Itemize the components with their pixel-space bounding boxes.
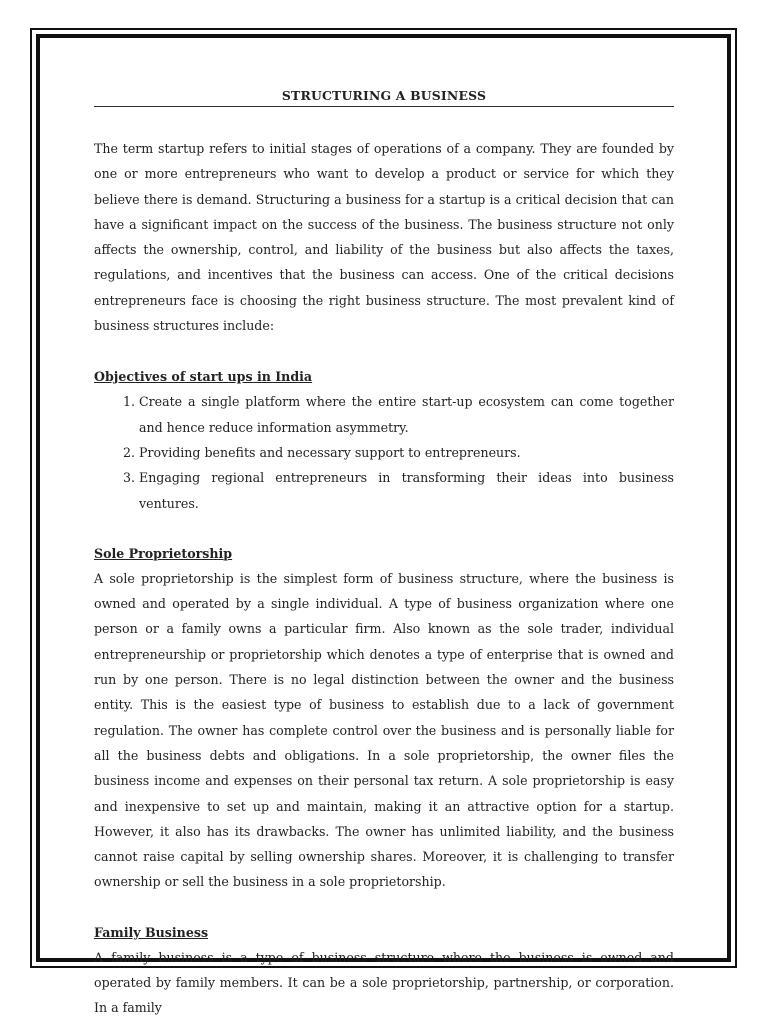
objective-item-1: 1. Create a single platform where the entire start-up ecosystem can come together and hence reduce information asymmetry. [139, 389, 674, 440]
document-title: STRUCTURING A BUSINESS [94, 86, 674, 107]
objective-item-3: 3. Engaging regional entrepreneurs in transforming their ideas into business ventures. [139, 465, 674, 516]
document-content [94, 86, 674, 1021]
sole-proprietorship-heading: Sole Proprietorship [94, 545, 233, 561]
objectives-heading: Objectives of start ups in India [94, 369, 313, 385]
intro-paragraph: The term startup refers to initial stages of operations of a company. They are founded by one or more entrepreneurs who want to develop a product or service for which they believe there is demand. Structuring a business for a startup is a critical decision that can have a significant impact on the success of the business. The business structure not only affects the ownership, control, and liability of the business but also affects the taxes, regulations, and incentives that the business can access. One of the critical decisions entrepreneurs face is choosing the right business structure. The most prevalent kind of business structures include: [94, 141, 674, 334]
sole-proprietorship-paragraph: A sole proprietorship is the simplest form of business structure, where the business is owned and operated by a single individual. A type of business organization where one person or a family owns a particular firm. Also known as the sole trader, individual entrepreneurship or proprietorship which denotes a type of enterprise that is owned and run by one person. There is no legal distinction between the owner and the business entity. This is the easiest type of business to establish due to a lack of government regulation. The owner has complete control over the business and is personally liable for all the business debts and obligations. In a sole proprietorship, the owner files the business income and expenses on their personal tax return. A sole proprietorship is easy and inexpensive to set up and maintain, making it an attractive option for a startup. However, it also has its drawbacks. The owner has unlimited liability, and the business cannot raise capital by selling ownership shares. Moreover, it is challenging to transfer ownership or sell the business in a sole proprietorship. [94, 570, 674, 890]
family-business-paragraph: A family business is a type of business structure where the business is owned and operated by family members. It can be a sole proprietorship, partnership, or corporation. In a family [94, 949, 674, 1016]
family-business-heading: Family Business [94, 924, 209, 940]
objectives-list [94, 389, 674, 515]
objective-item-2: 2. Providing benefits and necessary support to entrepreneurs. [139, 440, 674, 465]
